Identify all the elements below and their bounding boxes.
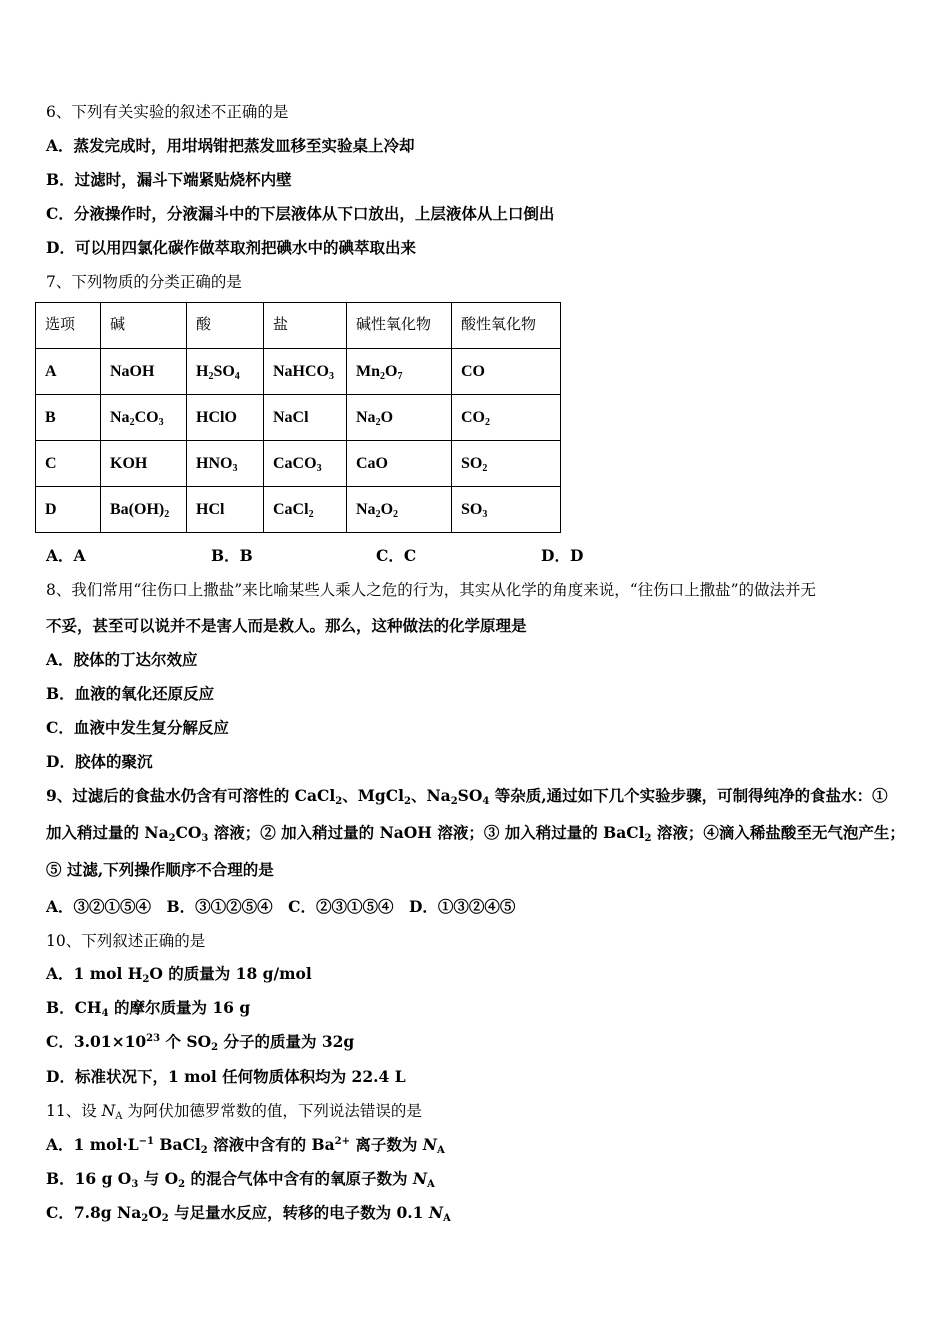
q8-option-a: A．胶体的丁达尔效应 bbox=[46, 650, 198, 669]
cell-acidic-oxide: $CO_2$ bbox=[452, 395, 561, 441]
q9-options: A．③②①⑤④ B．③①②⑤④ C．②③①⑤④ D．①③②④⑤ bbox=[46, 897, 516, 916]
cell-acid: $HNO_3$ bbox=[187, 441, 264, 487]
q6-option-d: D．可以用四氯化碳作做萃取剂把碘水中的碘萃取出来 bbox=[46, 238, 416, 257]
q6-option-c: C．分液操作时，分液漏斗中的下层液体从下口放出，上层液体从上口倒出 bbox=[46, 204, 555, 223]
q9-stem-line3: ⑤ 过滤,下列操作顺序不合理的是 bbox=[46, 860, 274, 879]
q10-option-b: B．$CH_4$ 的摩尔质量为 16 g bbox=[46, 998, 251, 1019]
q10-option-a: A．1 mol $H_2O$ 的质量为 18 g/mol bbox=[46, 964, 312, 985]
q11-option-c: C．7.8g $Na_2O_2$ 与足量水反应，转移的电子数为 0.1 $N_A$ bbox=[46, 1203, 451, 1224]
q11-option-a: A．1 $mol\cdot L^{-1}$ BaCl$_2$ 溶液中含有的 $Ba^{2+}$ 离子数为 $N_A$ bbox=[46, 1135, 445, 1156]
q8-option-c: C．血液中发生复分解反应 bbox=[46, 718, 229, 737]
cell-acid: $H_2SO_4$ bbox=[187, 349, 264, 395]
cell-option: B bbox=[36, 395, 101, 441]
table-row bbox=[36, 395, 561, 441]
cell-basic-oxide: $Mn_2O_7$ bbox=[347, 349, 452, 395]
cell-acidic-oxide: CO bbox=[452, 349, 561, 395]
col-header-salt: 盐 bbox=[264, 303, 347, 349]
q8-option-d: D．胶体的聚沉 bbox=[46, 752, 153, 771]
classification-table bbox=[35, 302, 561, 533]
cell-base: $Ba(OH)_2$ bbox=[101, 487, 187, 533]
cell-option: C bbox=[36, 441, 101, 487]
cell-salt: CaCO$_3$ bbox=[264, 441, 347, 487]
table-row bbox=[36, 349, 561, 395]
col-header-base: 碱 bbox=[101, 303, 187, 349]
cell-acidic-oxide: $SO_2$ bbox=[452, 441, 561, 487]
q6-option-b: B．过滤时，漏斗下端紧贴烧杯内壁 bbox=[46, 170, 292, 189]
cell-base: KOH bbox=[101, 441, 187, 487]
cell-salt: NaCl bbox=[264, 395, 347, 441]
col-header-basic-oxide: 碱性氧化物 bbox=[347, 303, 452, 349]
q6-stem: 6、下列有关实验的叙述不正确的是 bbox=[46, 103, 289, 121]
q8-option-b: B．血液的氧化还原反应 bbox=[46, 684, 215, 703]
q9-stem-line1: 9、过滤后的食盐水仍含有可溶性的 CaCl$_2$、MgCl$_2$、$Na_2SO_4$ 等杂质,通过如下几个实验步骤，可制得纯净的食盐水：① bbox=[46, 786, 888, 807]
q11-stem: 11、设 $N_A$ 为阿伏加德罗常数的值，下列说法错误的是 bbox=[46, 1102, 422, 1122]
q7-answer-b: B．B bbox=[211, 546, 253, 565]
q8-stem-line1: 8、我们常用“往伤口上撒盐”来比喻某些人乘人之危的行为，其实从化学的角度来说，“往伤口上撒盐”的做法并无 bbox=[46, 581, 817, 599]
table-header-row bbox=[36, 303, 561, 349]
q8-stem-line2: 不妥，甚至可以说并不是害人而是救人。那么，这种做法的化学原理是 bbox=[46, 616, 527, 635]
cell-salt: CaCl$_2$ bbox=[264, 487, 347, 533]
cell-acid: HCl bbox=[187, 487, 264, 533]
cell-base: $Na_2CO_3$ bbox=[101, 395, 187, 441]
cell-basic-oxide: $Na_2O$ bbox=[347, 395, 452, 441]
q6-option-a: A．蒸发完成时，用坩埚钳把蒸发皿移至实验桌上冷却 bbox=[46, 136, 415, 155]
cell-option: D bbox=[36, 487, 101, 533]
table-row bbox=[36, 487, 561, 533]
cell-basic-oxide: CaO bbox=[347, 441, 452, 487]
col-header-acidic-oxide: 酸性氧化物 bbox=[452, 303, 561, 349]
q10-option-d: D．标准状况下，1 mol 任何物质体积均为 22.4 L bbox=[46, 1067, 406, 1086]
cell-acidic-oxide: $SO_3$ bbox=[452, 487, 561, 533]
q9-stem-line2: 加入稍过量的 $Na_2CO_3$ 溶液；② 加入稍过量的 NaOH 溶液；③ 加入稍过量的 BaCl$_2$ 溶液；④滴入稀盐酸至无气泡产生； bbox=[46, 823, 905, 844]
table-row bbox=[36, 441, 561, 487]
cell-basic-oxide: $Na_2O_2$ bbox=[347, 487, 452, 533]
cell-option: A bbox=[36, 349, 101, 395]
cell-base: NaOH bbox=[101, 349, 187, 395]
q7-stem: 7、下列物质的分类正确的是 bbox=[46, 273, 242, 291]
q10-option-c: C．$3.01\times 10^{23}$ 个 $SO_2$ 分子的质量为 32g bbox=[46, 1032, 355, 1053]
cell-salt: NaHCO$_3$ bbox=[264, 349, 347, 395]
q11-option-b: B．16 g $O_3$ 与 $O_2$ 的混合气体中含有的氧原子数为 $N_A$ bbox=[46, 1169, 435, 1190]
q7-answer-d: D．D bbox=[541, 546, 584, 565]
cell-acid: HClO bbox=[187, 395, 264, 441]
col-header-option: 选项 bbox=[36, 303, 101, 349]
q7-answer-c: C．C bbox=[376, 546, 417, 565]
q7-answer-a: A．A bbox=[46, 546, 86, 565]
col-header-acid: 酸 bbox=[187, 303, 264, 349]
q10-stem: 10、下列叙述正确的是 bbox=[46, 932, 206, 950]
